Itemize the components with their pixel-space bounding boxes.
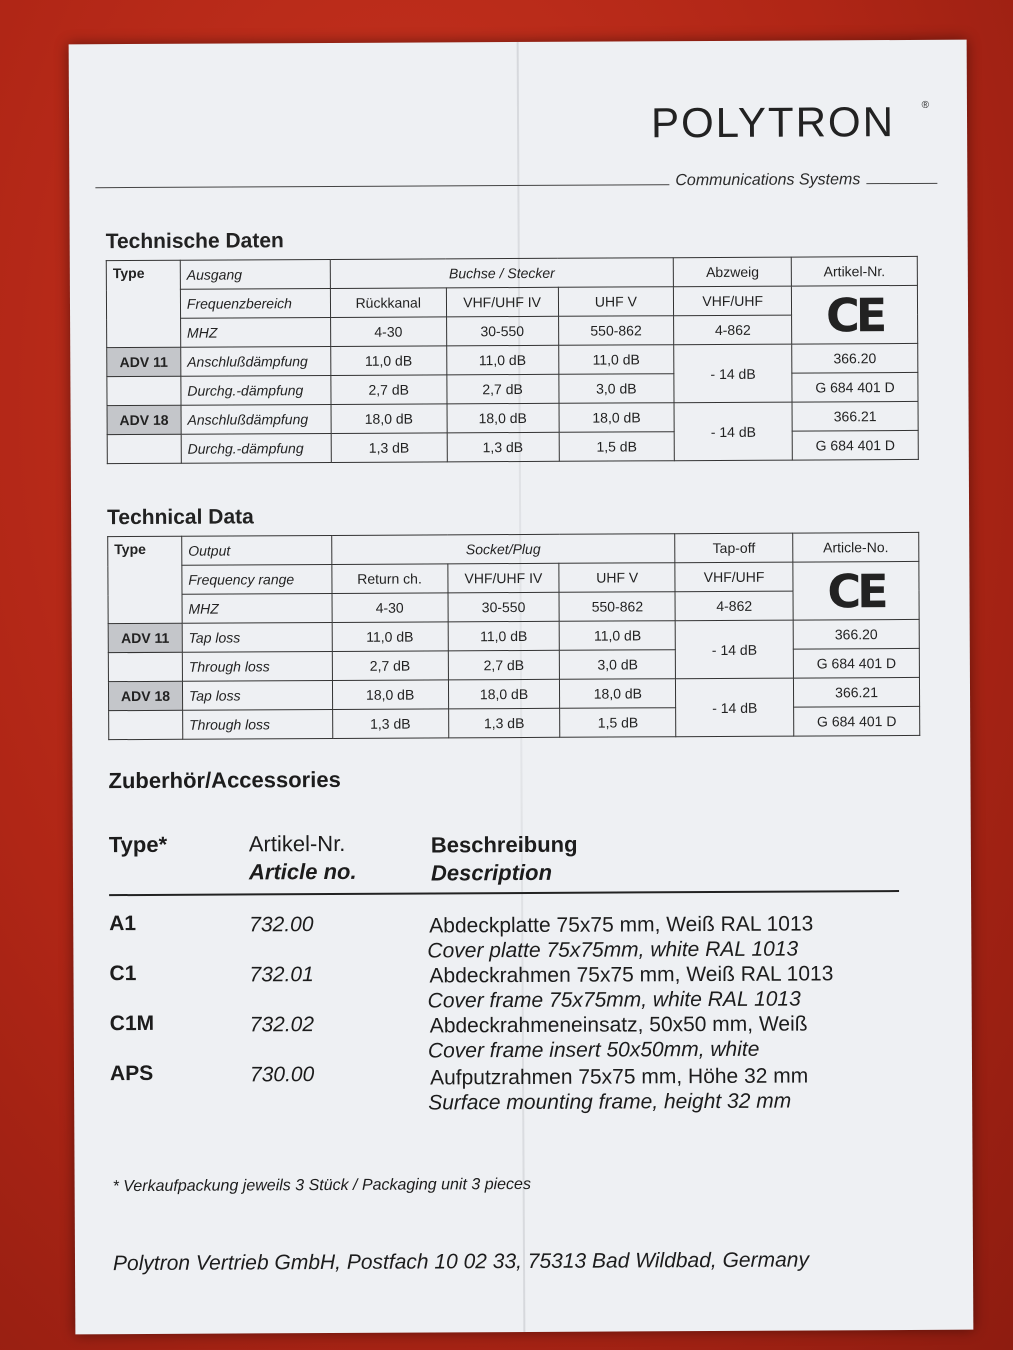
- tap-group-header: Abzweig: [674, 257, 792, 287]
- row-output-label: Output: [182, 535, 332, 565]
- article-group-header: Artikel-Nr.: [791, 256, 917, 286]
- value-cell: 1,3 dB: [331, 433, 447, 463]
- socket-group-header: Socket/Plug: [331, 534, 675, 565]
- type-cell: ADV 18: [107, 405, 181, 434]
- article-cell: 366.21: [792, 401, 918, 431]
- value-cell: 1,3 dB: [447, 432, 559, 462]
- row-freq-label: Frequenzbereich: [180, 288, 330, 318]
- mhz-uhf: 550-862: [558, 316, 674, 346]
- tap-value: - 14 dB: [676, 678, 794, 737]
- value-cell: 3,0 dB: [560, 650, 676, 680]
- value-cell: 3,0 dB: [558, 374, 674, 404]
- row-label: Through loss: [183, 709, 333, 739]
- article-cell: G 684 401 D: [792, 430, 918, 460]
- col-vhf: VHF/UHF IV: [446, 287, 558, 317]
- acc-desc-en: Cover frame insert 50x50mm, white: [427, 1037, 760, 1063]
- row-label: Tap loss: [182, 622, 332, 652]
- value-cell: 2,7 dB: [331, 375, 447, 405]
- value-cell: 18,0 dB: [447, 403, 559, 433]
- tap-value: - 14 dB: [674, 344, 792, 403]
- company-address: Polytron Vertrieb GmbH, Postfach 10 02 33, 75313 Bad Wildbad, Germany: [112, 1248, 809, 1276]
- acc-head-type: Type*: [108, 831, 168, 858]
- type-cell: ADV 11: [107, 347, 181, 376]
- col-vhf: VHF/UHF IV: [447, 563, 559, 593]
- tap-value: - 14 dB: [674, 402, 792, 461]
- value-cell: 2,7 dB: [448, 650, 560, 680]
- polytron-logo: [650, 98, 929, 147]
- type-cell-empty: [107, 376, 181, 405]
- value-cell: 1,3 dB: [448, 708, 560, 738]
- row-label: Tap loss: [182, 680, 332, 710]
- value-cell: 11,0 dB: [448, 621, 560, 651]
- acc-head-desc-de: Beschreibung: [430, 831, 578, 858]
- type-cell: ADV 11: [108, 623, 182, 652]
- row-label: Anschlußdämpfung: [181, 404, 331, 434]
- value-cell: 11,0 dB: [332, 622, 448, 652]
- value-cell: 11,0 dB: [446, 345, 558, 375]
- type-cell-empty: [108, 652, 182, 681]
- value-cell: 11,0 dB: [558, 345, 674, 375]
- col-uhf: UHF V: [559, 563, 675, 593]
- acc-type: APS: [109, 1061, 154, 1086]
- socket-group-header: Buchse / Stecker: [330, 258, 674, 289]
- mhz-vhf: 30-550: [448, 592, 560, 622]
- tap-value: - 14 dB: [675, 620, 793, 679]
- type-cell-empty: [107, 434, 181, 463]
- col-tap: VHF/UHF: [675, 562, 793, 592]
- value-cell: 18,0 dB: [332, 680, 448, 710]
- article-group-header: Article-No.: [793, 532, 919, 562]
- type-header: Type: [108, 536, 182, 623]
- acc-type: C1: [109, 962, 137, 986]
- acc-desc-de: Abdeckrahmeneinsatz, 50x50 mm, Weiß: [429, 1012, 808, 1038]
- row-label: Durchg.-dämpfung: [181, 433, 331, 463]
- tap-group-header: Tap-off: [675, 533, 793, 563]
- mhz-return: 4-30: [332, 593, 448, 623]
- article-cell: G 684 401 D: [792, 372, 918, 402]
- brand-tagline: Communications Systems: [669, 171, 866, 190]
- datasheet-paper: [69, 40, 974, 1335]
- row-freq-label: Frequency range: [182, 564, 332, 594]
- registered-mark: ®: [921, 99, 929, 111]
- acc-type: C1M: [109, 1011, 155, 1036]
- acc-head-desc-en: Description: [430, 859, 553, 886]
- ce-mark-icon: CE: [792, 285, 918, 344]
- row-mhz-label: MHZ: [180, 317, 330, 347]
- de-spec-table: [106, 256, 919, 464]
- en-table-title: Technical Data: [107, 505, 254, 530]
- value-cell: 11,0 dB: [560, 621, 676, 651]
- en-spec-table: [107, 532, 920, 740]
- acc-head-article-de: Artikel-Nr.: [248, 830, 346, 857]
- article-cell: 366.20: [792, 343, 918, 373]
- acc-type: A1: [109, 912, 137, 936]
- acc-article: 732.00: [249, 913, 314, 937]
- value-cell: 18,0 dB: [560, 679, 676, 709]
- row-label: Durchg.-dämpfung: [181, 375, 331, 405]
- article-cell: 366.20: [793, 619, 919, 649]
- article-cell: G 684 401 D: [793, 648, 919, 678]
- acc-article: 732.02: [249, 1013, 315, 1037]
- value-cell: 1,5 dB: [560, 708, 676, 738]
- de-table-title: Technische Daten: [105, 229, 284, 254]
- type-header: Type: [106, 260, 180, 347]
- col-tap: VHF/UHF: [674, 286, 792, 316]
- value-cell: 18,0 dB: [331, 404, 447, 434]
- acc-desc-de: Abdeckplatte 75x75 mm, Weiß RAL 1013: [429, 912, 814, 938]
- type-cell: ADV 18: [108, 681, 182, 710]
- acc-desc-de: Abdeckrahmen 75x75 mm, Weiß RAL 1013: [429, 962, 834, 988]
- value-cell: 1,5 dB: [559, 432, 675, 462]
- brand-name: POLYTRON: [650, 98, 896, 147]
- col-return: Return ch.: [332, 564, 448, 594]
- value-cell: 11,0 dB: [331, 346, 447, 376]
- mhz-tap: 4-862: [675, 591, 793, 621]
- accessories-rule: [109, 890, 899, 896]
- value-cell: 1,3 dB: [332, 709, 448, 739]
- accessories-title: Zuberhör/Accessories: [108, 766, 341, 794]
- acc-desc-de: Aufputzrahmen 75x75 mm, Höhe 32 mm: [429, 1064, 809, 1090]
- acc-desc-en: Surface mounting frame, height 32 mm: [428, 1089, 792, 1115]
- value-cell: 2,7 dB: [332, 651, 448, 681]
- article-cell: 366.21: [794, 677, 920, 707]
- mhz-vhf: 30-550: [446, 316, 558, 346]
- value-cell: 2,7 dB: [447, 374, 559, 404]
- packaging-footnote: * Verkaufpackung jeweils 3 Stück / Packaging unit 3 pieces: [112, 1175, 531, 1196]
- value-cell: 18,0 dB: [559, 403, 675, 433]
- mhz-uhf: 550-862: [559, 592, 675, 622]
- acc-desc-en: Cover frame 75x75mm, white RAL 1013: [427, 987, 801, 1013]
- row-label: Through loss: [182, 651, 332, 681]
- acc-article: 732.01: [249, 963, 314, 987]
- col-uhf: UHF V: [558, 287, 674, 317]
- col-return: Rückkanal: [330, 288, 446, 318]
- type-cell-empty: [109, 710, 183, 739]
- row-label: Anschlußdämpfung: [181, 346, 331, 376]
- value-cell: 18,0 dB: [448, 679, 560, 709]
- ce-mark-icon: CE: [793, 561, 919, 620]
- acc-desc-en: Cover platte 75x75mm, white RAL 1013: [427, 937, 799, 963]
- acc-head-article-en: Article no.: [248, 858, 357, 885]
- row-output-label: Ausgang: [180, 259, 330, 289]
- mhz-tap: 4-862: [674, 315, 792, 345]
- row-mhz-label: MHZ: [182, 593, 332, 623]
- mhz-return: 4-30: [330, 317, 446, 347]
- acc-article: 730.00: [249, 1063, 315, 1087]
- article-cell: G 684 401 D: [794, 706, 920, 736]
